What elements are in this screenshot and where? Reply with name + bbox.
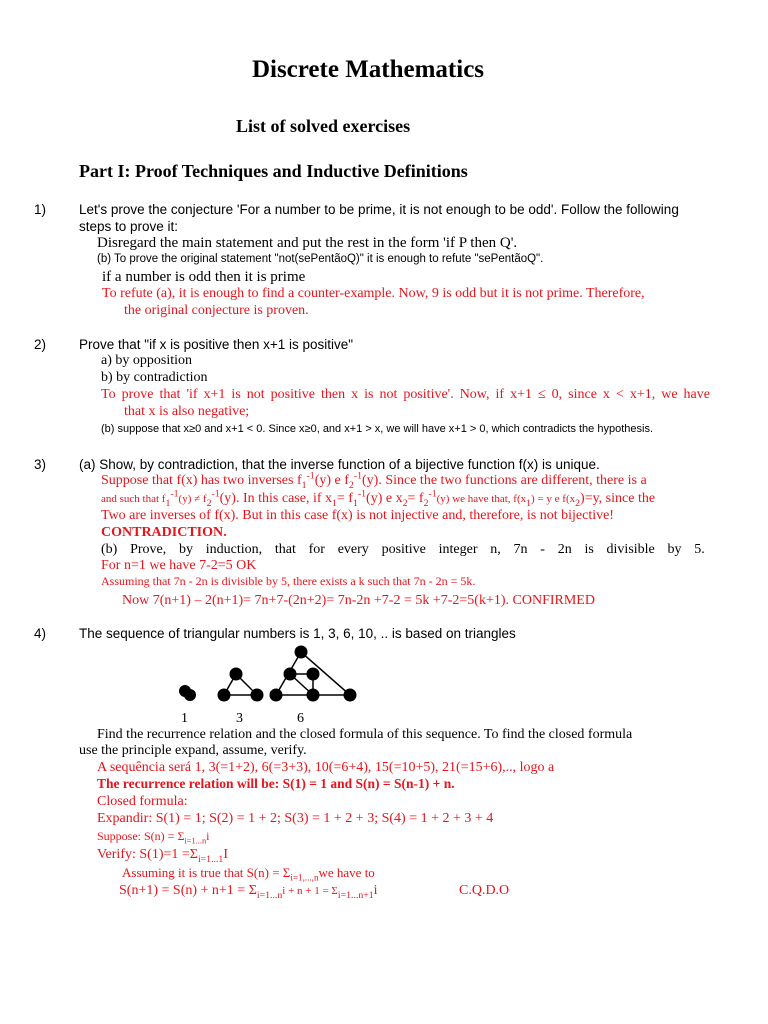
ex3-b-word: 5. [694, 542, 705, 557]
ex4-assuming-end: we have to [318, 865, 375, 880]
exercise-number-3: 3) [34, 457, 47, 472]
ex3-b-word: Prove, [130, 542, 167, 557]
ex3-base-case: For n=1 we have 7-2=5 OK [101, 558, 257, 573]
ex1-statement-line2: steps to prove it: [79, 219, 179, 234]
ex3-answer-line1-part1: Suppose that f(x) has two inverses f [101, 473, 302, 488]
figure-label: 1 [181, 711, 188, 725]
ex4-task-line1: Find the recurrence relation and the closed formula of this sequence. To find the closed formula [97, 727, 633, 742]
ex4-assuming-text: Assuming it is true that S(n) = Σ [122, 865, 291, 880]
ex3-statement-b [101, 543, 705, 557]
part-heading: Part I: Proof Techniques and Inductive Definitions [79, 161, 468, 181]
ex3-b-word: induction, [205, 542, 263, 557]
dot-icon [344, 689, 357, 702]
ex3-answer-line2-part4: = f [336, 491, 353, 506]
ex3-b-word: that [274, 542, 296, 557]
ex4-final-text2: i + n + 1 = Σ [282, 885, 338, 897]
ex4-verify [97, 847, 229, 865]
ex2-option-a: a) by opposition [101, 353, 192, 368]
dot-icon [270, 689, 283, 702]
ex4-qed: C.Q.D.O [459, 883, 510, 898]
ex3-answer-line2-part1: and such that f [101, 493, 166, 505]
ex3-answer-line2-part8: ) = y e f(x [531, 493, 576, 505]
ex3-b-word: positive [381, 542, 426, 557]
ex2-answer-a-line1: To prove that 'if x+1 is not positive then x is not positive'. Now, if x+1 ≤ 0, since x < x+1, we have [101, 387, 710, 402]
ex2-answer-b: (b) suppose that x≥0 and x+1 < 0. Since x≥0, and x+1 > x, we will have x+1 > 0, which contradicts the hypothesis. [101, 423, 653, 435]
ex4-verify-text: Verify: S(1)=1 =Σ [97, 847, 198, 862]
ex3-induction-hypothesis: Assuming that 7n - 2n is divisible by 5, there exists a k such that 7n - 2n = 5k. [101, 574, 476, 588]
ex4-task-line2: use the principle expand, assume, verify. [79, 743, 307, 758]
ex3-contradiction: CONTRADICTION. [101, 525, 227, 540]
ex4-suppose-index: i=1...n [184, 836, 207, 846]
ex1-step-a: Disregard the main statement and put the rest in the form 'if P then Q'. [97, 235, 518, 251]
ex2-answer-a-line2: that x is also negative; [124, 404, 250, 419]
ex4-assuming-index: i=1,...,n [290, 872, 319, 883]
ex4-suppose [97, 829, 210, 846]
ex4-recurrence-relation: The recurrence relation will be: S(1) = 1 and S(n) = S(n-1) + n. [97, 776, 455, 791]
ex3-b-word: - [540, 542, 545, 557]
triangular-numbers-figure [170, 640, 370, 725]
ex4-final-text3: i [373, 883, 378, 898]
exercise-number-2: 2) [34, 337, 47, 352]
ex4-final-step [119, 883, 378, 901]
ex3-b-word: every [337, 542, 369, 557]
dot-icon [307, 689, 320, 702]
ex2-option-b: b) by contradiction [101, 370, 208, 385]
dot-icon [295, 646, 308, 659]
ex3-answer-line1: Suppose that f(x) has two inverses $f_1^{-1}(y)$ e $f_2^{-1}(y)$. Since the two functions are different, there is a [101, 470, 647, 491]
ex3-b-word: by [179, 542, 193, 557]
ex2-statement: Prove that "if x is positive then x+1 is positive" [79, 337, 354, 352]
figure-label: 6 [297, 711, 304, 725]
ex3-answer-line2-part6: = f [407, 491, 424, 506]
dot-icon [230, 668, 243, 681]
ex1-answer-b-line2: the original conjecture is proven. [124, 303, 309, 318]
ex4-closed-formula-heading: Closed formula: [97, 794, 188, 809]
ex3-b-word: divisible [606, 542, 655, 557]
document-subtitle: List of solved exercises [236, 116, 411, 136]
ex3-b-word: 7n [513, 542, 528, 557]
ex3-b-word: 2n [557, 542, 572, 557]
ex4-suppose-end: i [206, 829, 210, 843]
dot-icon [218, 689, 231, 702]
ex3-b-word: by [667, 542, 682, 557]
ex3-answer-line2-part3: (y). In this case, if x [219, 491, 332, 506]
ex4-suppose-text: Suppose: S(n) = Σ [97, 829, 185, 843]
dot-icon [184, 689, 196, 701]
ex3-b-word: integer [438, 542, 478, 557]
ex1-answer-b-line1: To refute (a), it is enough to find a counter-example. Now, 9 is odd but it is not prime. Therefore, [102, 286, 645, 301]
ex3-induction-step: Now 7(n+1) – 2(n+1)= 7n+7-(2n+2)= 7n-2n +7-2 = 5k +7-2=5(k+1). CONFIRMED [122, 593, 595, 608]
ex4-verify-index: i=1...1 [197, 853, 224, 865]
exercise-number-4: 4) [34, 626, 47, 641]
ex4-sequence: A sequência será 1, 3(=1+2), 6(=3+3), 10(=6+4), 15(=10+5), 21(=15+6),.., logo a [97, 760, 555, 775]
ex4-final-text1: S(n+1) = S(n) + n+1 = Σ [119, 883, 257, 898]
ex3-answer-line2-part2: (y) ≠ f [178, 493, 207, 505]
ex1-answer-a: if a number is odd then it is prime [102, 269, 306, 285]
ex4-verify-end: I [223, 847, 229, 862]
ex3-statement-a: (a) Show, by contradiction, that the inverse function of a bijective function f(x) is unique. [79, 457, 600, 472]
ex3-b-word: n, [490, 542, 501, 557]
ex3-answer-line1-part3: (y). Since the two functions are different, there is a [362, 473, 647, 488]
dot-icon [307, 668, 320, 681]
ex4-final-index1: i=1...n [256, 889, 283, 901]
ex3-answer-line2-part9: )=y, since the [580, 491, 656, 506]
exercise-number-1: 1) [34, 202, 47, 217]
ex3-b-word: is [584, 542, 594, 557]
document-title: Discrete Mathematics [251, 56, 485, 83]
ex3-answer-line3: Two are inverses of f(x). But in this case f(x) is not injective and, therefore, is not bijective! [101, 508, 614, 523]
ex3-b-word: (b) [101, 542, 118, 557]
dot-icon [251, 689, 264, 702]
ex4-expand: Expandir: S(1) = 1; S(2) = 1 + 2; S(3) = 1 + 2 + 3; S(4) = 1 + 2 + 3 + 4 [97, 811, 494, 826]
ex4-assuming [122, 865, 375, 883]
ex1-step-b: (b) To prove the original statement "not(sePentãoQ)" it is enough to refute "sePentãoQ". [97, 253, 544, 265]
ex4-final-index2: i=1...n+1 [337, 889, 374, 901]
ex1-statement-line1: Let's prove the conjecture 'For a number to be prime, it is not enough to be odd'. Follow the following [79, 202, 679, 217]
ex3-b-word: for [308, 542, 325, 557]
ex3-answer-line2-part7: (y) we have that, f(x [436, 493, 527, 505]
ex4-statement: The sequence of triangular numbers is 1, 3, 6, 10, .. is based on triangles [79, 626, 516, 641]
ex3-answer-line1-part2: (y) e f [314, 473, 349, 488]
figure-label: 3 [236, 711, 243, 725]
ex3-answer-line2-part5: (y) e x [366, 491, 403, 506]
dot-icon [284, 668, 297, 681]
ex3-answer-line2: and such that $f_1^{-1}(y) \ne f_2^{-1}(y)$. In this case, if $x_1= f_1^{-1}(y)$ e $x_2= f_2^{-1}(y)$ we have that, $f(x_1) = y$ e $f(x_2)=y$, since the [101, 488, 656, 509]
